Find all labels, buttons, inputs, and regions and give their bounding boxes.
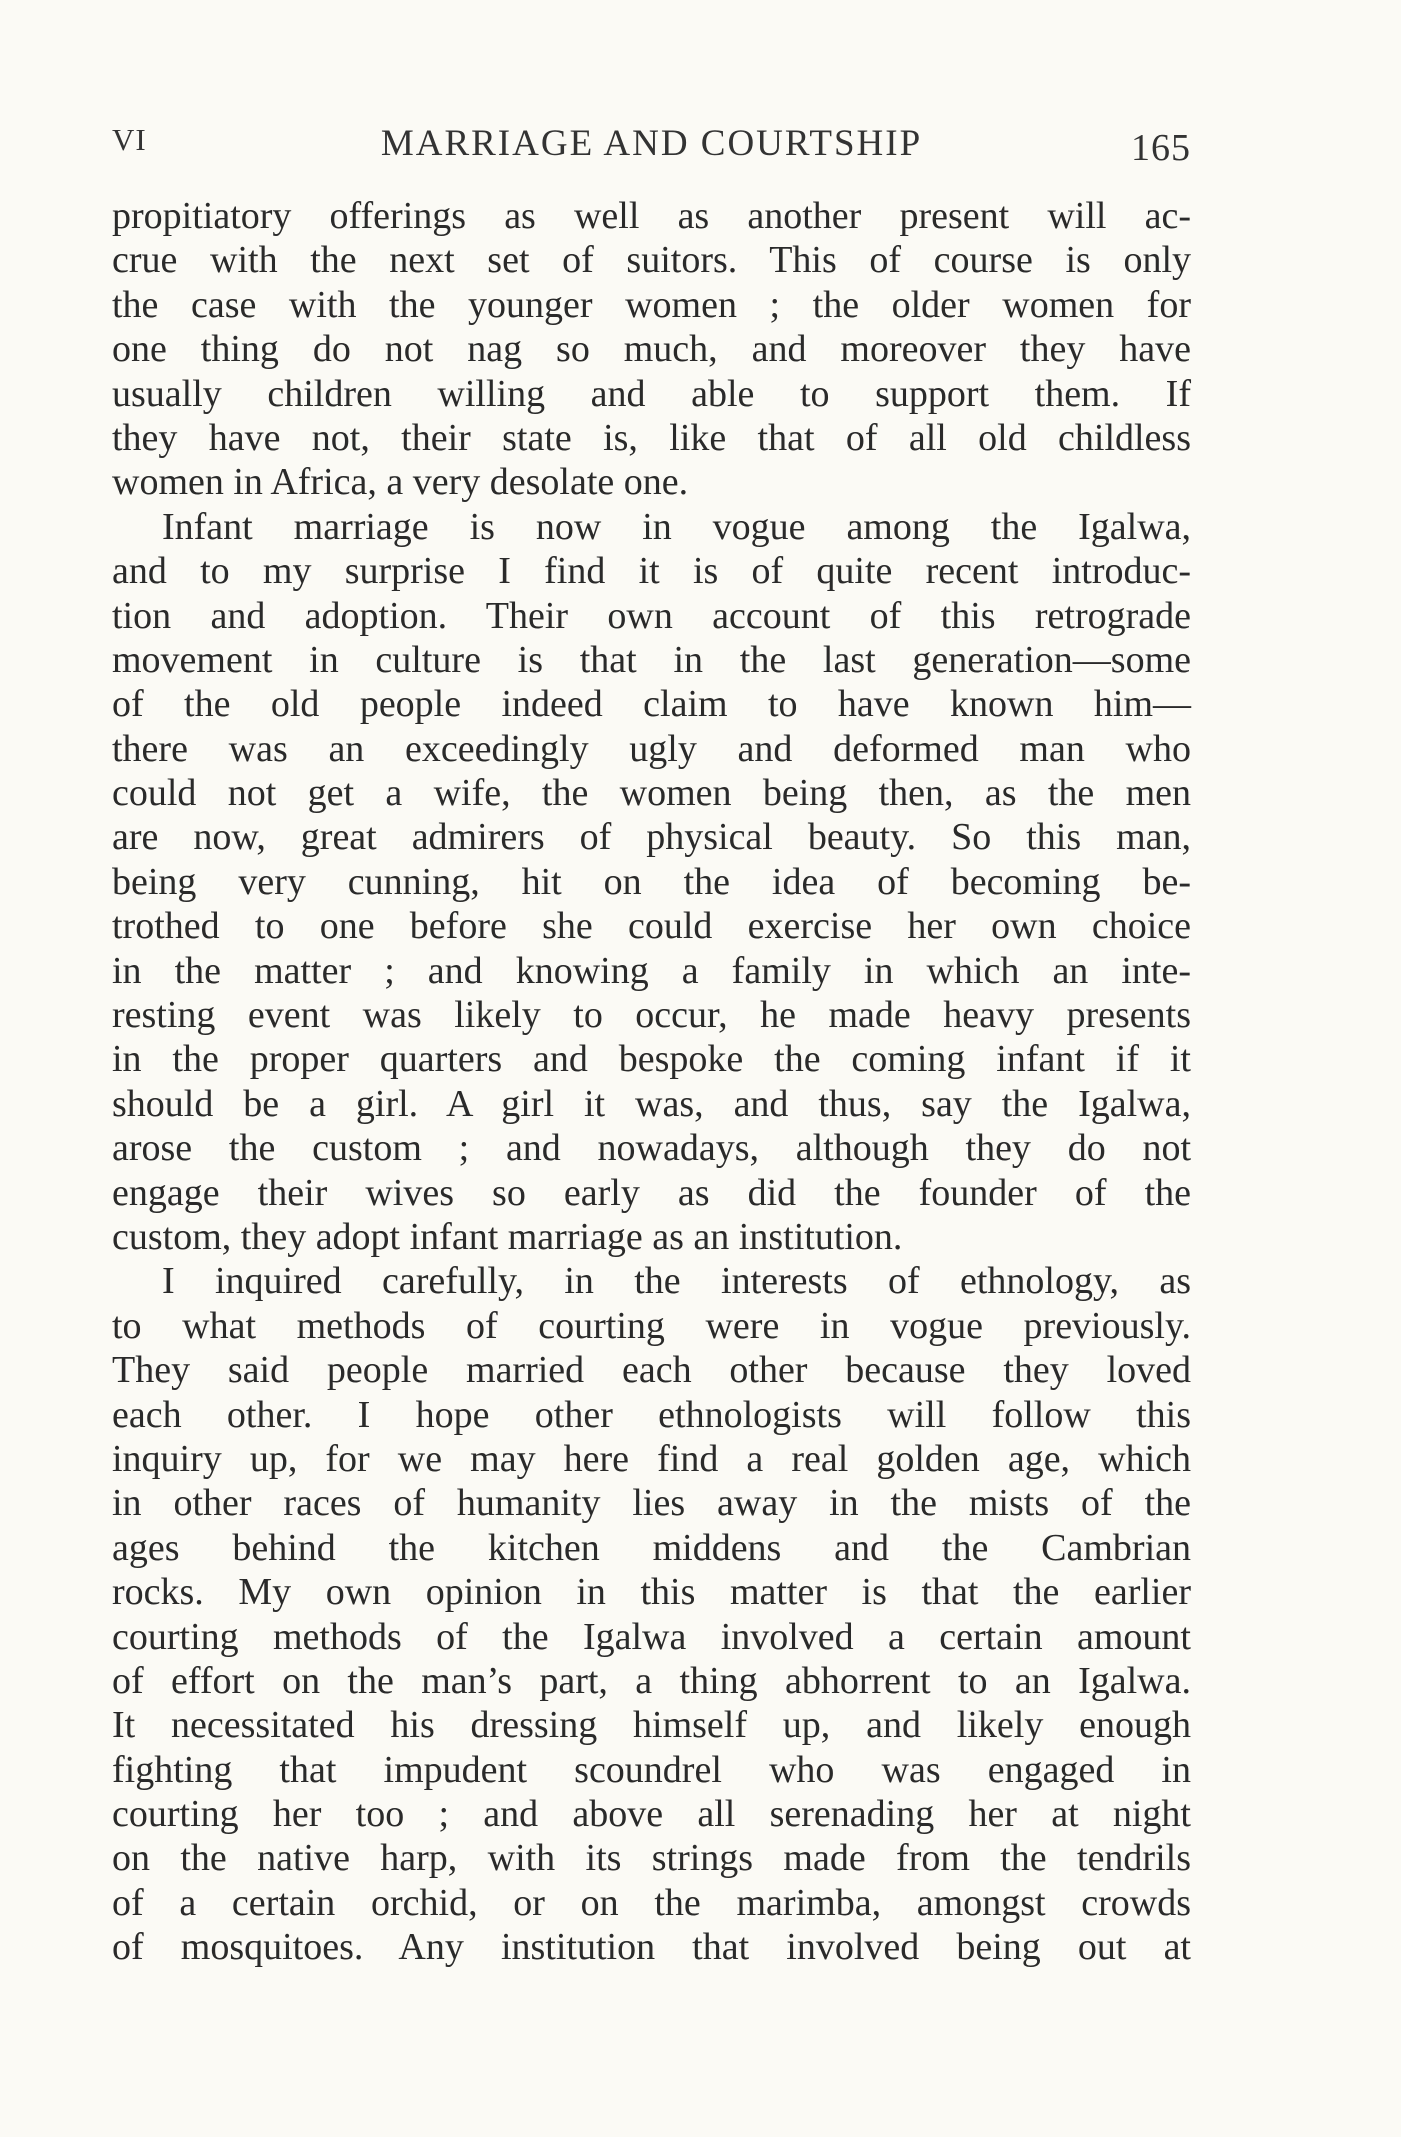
text-line: It necessitated his dressing himself up, and likely enough [112,1704,1191,1747]
text-line: I inquired carefully, in the interests of ethnology, as [162,1260,1191,1303]
text-line: should be a girl. A girl it was, and thus, say the Igalwa, [112,1082,1191,1125]
text-line: are now, great admirers of physical beauty. So this man, [112,816,1191,859]
text-line: Infant marriage is now in vogue among the Igalwa, [162,505,1191,548]
text-line: and to my surprise I find it is of quite recent introduc- [112,550,1191,593]
text-line: one thing do not nag so much, and moreover they have [112,328,1191,371]
text-line: they have not, their state is, like that of all old childless [112,416,1191,459]
page-number: 165 [1131,127,1191,169]
text-line: usually children willing and able to support them. If [112,372,1191,415]
text-line: resting event was likely to occur, he made heavy presents [112,994,1191,1037]
text-line: in other races of humanity lies away in the mists of the [112,1482,1191,1525]
text-line: movement in culture is that in the last generation—some [112,638,1191,681]
body-text [112,194,1191,1970]
text-line: rocks. My own opinion in this matter is that the earlier [112,1571,1191,1614]
text-line: there was an exceedingly ugly and deformed man who [112,727,1191,770]
running-head [112,118,1191,170]
text-line: custom, they adopt infant marriage as an institution. [112,1215,903,1258]
chapter-number: VI [112,122,147,157]
text-line: arose the custom ; and nowadays, although they do not [112,1127,1191,1170]
text-line: of effort on the man’s part, a thing abhorrent to an Igalwa. [112,1659,1191,1702]
paragraph [112,505,1191,1260]
text-line: women in Africa, a very desolate one. [112,461,689,504]
text-line: engage their wives so early as did the founder of the [112,1171,1191,1214]
text-line: courting her too ; and above all serenading her at night [112,1793,1191,1836]
text-line: in the matter ; and knowing a family in which an inte- [112,949,1191,992]
text-line: trothed to one before she could exercise her own choice [112,905,1191,948]
text-line: in the proper quarters and bespoke the coming infant if it [112,1038,1191,1081]
paragraph [112,1259,1191,1969]
text-line: could not get a wife, the women being then, as the men [112,772,1191,815]
paragraph [112,194,1191,505]
text-line: crue with the next set of suitors. This of course is only [112,239,1191,282]
text-line: to what methods of courting were in vogue previously. [112,1304,1191,1347]
text-line: on the native harp, with its strings made from the tendrils [112,1837,1191,1880]
text-line: the case with the younger women ; the older women for [112,283,1191,326]
text-line: being very cunning, hit on the idea of becoming be- [112,860,1191,903]
text-line: of mosquitoes. Any institution that involved being out at [112,1926,1191,1969]
text-line: tion and adoption. Their own account of this retrograde [112,594,1191,637]
text-line: each other. I hope other ethnologists will follow this [112,1393,1191,1436]
text-line: propitiatory offerings as well as another present will ac- [112,195,1191,237]
text-line: They said people married each other because they loved [112,1349,1191,1392]
text-line: courting methods of the Igalwa involved a certain amount [112,1615,1191,1658]
text-line: of a certain orchid, or on the marimba, amongst crowds [112,1881,1191,1924]
running-title: MARRIAGE AND COURTSHIP [380,123,923,164]
text-line: of the old people indeed claim to have known him— [112,683,1191,726]
text-line: ages behind the kitchen middens and the Cambrian [112,1526,1191,1569]
text-line: fighting that impudent scoundrel who was engaged in [112,1748,1191,1791]
text-line: inquiry up, for we may here find a real golden age, which [112,1437,1191,1480]
